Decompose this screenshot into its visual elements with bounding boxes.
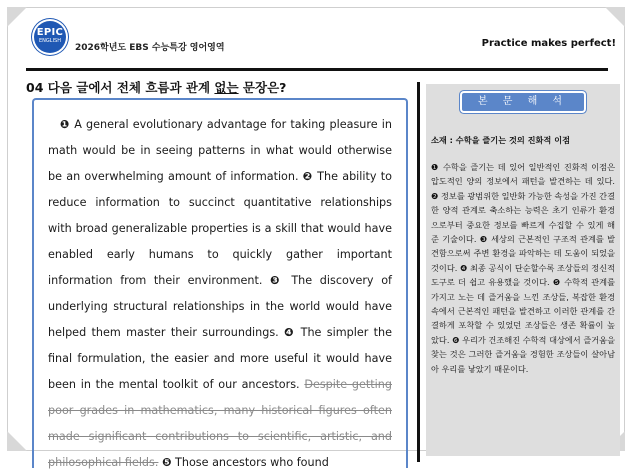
- logo-subtext: ENGLISH: [39, 38, 61, 44]
- corner-decoration: [7, 431, 27, 451]
- question-underlined-word: 없는: [214, 80, 239, 95]
- sentence-3: The discovery of underlying structural relationships in the world would have helped them master their surroundings.: [48, 274, 392, 339]
- page-header: [8, 8, 624, 68]
- logo-text: EPIC: [36, 27, 64, 38]
- header-divider: [26, 68, 608, 71]
- explanation-title: 본 문 해 석: [462, 93, 584, 111]
- sentence-2: The ability to reduce information to succinct quantitative relationships with broad generalizable properties is a skill that would have enabled early humans to quickly gather important information from their environment.: [48, 170, 392, 287]
- column-divider: [417, 82, 420, 462]
- header-motto: Practice makes perfect!: [481, 38, 616, 49]
- question-title: [26, 78, 286, 96]
- explanation-sentence: 최종 공식이 단순할수록 조상들의 정신적 도구로 더 쉽고 유용했을 것이다.: [431, 262, 616, 288]
- sentence-5: Those ancestors who found: [171, 456, 329, 469]
- sentence-number: ❹: [284, 326, 296, 339]
- header-title: 2026학년도 EBS 수능특강 영어영역: [75, 43, 225, 53]
- passage-text: [48, 112, 392, 476]
- sentence-number: ❶: [60, 118, 71, 131]
- explanation-sentence: 수학을 즐기는 데 있어 일반적인 진화적 이점은 압도적인 양의 정보에서 패턴을 발견하는 데 있다.: [431, 162, 616, 187]
- explanation-number: ❹: [459, 262, 468, 273]
- explanation-sentence: 정보를 광범위한 일반화 가능한 속성을 가진 간결한 양적 관계로 축소하는 능력은 초기 인류가 환경으로부터 중요한 정보를 빠르게 수집할 수 있게 해준 기술이다.: [431, 190, 615, 245]
- passage-box: [32, 98, 408, 468]
- page-frame: [7, 7, 625, 469]
- sentence-4: The simpler the final formulation, the easier and more useful it would have been in the mental toolkit of our ancestors.: [48, 326, 392, 391]
- explanation-panel: [426, 84, 620, 456]
- explanation-sentence: 우리가 건조해진 수학적 대상에서 즐거움을 찾는 것은 그러한 즐거움을 경험한 조상들이 살아남아 우리를 낳았기 때문이다.: [431, 334, 615, 374]
- epic-english-logo: [34, 21, 66, 53]
- explanation-sentence: 세상의 근본적인 구조적 관계를 발견함으로써 주변 환경을 파악하는 데 도움이 되었을 것이다.: [431, 234, 616, 273]
- explanation-subject: 소재 : 수학을 즐기는 것의 진화적 이점: [431, 135, 571, 145]
- explanation-number: ❶: [431, 162, 440, 172]
- explanation-number: ❻: [452, 334, 460, 345]
- sentence-number: ❸: [270, 274, 284, 287]
- explanation-sentence: 수학적 관계를 가지고 노는 데 즐거움을 느낀 조상들, 복잡한 환경 속에서 근본적인 패턴을 발견하고 이러한 관계를 간결하게 포착할 수 있었던 조상들은 생존 확률이 높았다.: [431, 277, 615, 345]
- sentence-1: A general evolutionary advantage for taking pleasure in math would be in seeing patterns in what would otherwise be an overwhelming amount of information.: [48, 118, 392, 183]
- explanation-number: ❺: [552, 277, 561, 288]
- explanation-number: ❷: [431, 190, 439, 201]
- sentence-number: ❷: [302, 170, 313, 183]
- explanation-text: [431, 160, 615, 376]
- question-suffix: 문장은?: [238, 80, 287, 95]
- struck-sentence: Despite getting poor grades in mathematics, many historical figures often made significant contributions to scientific, artistic, and philosophical fields.: [48, 378, 392, 469]
- sentence-number: ❺: [162, 456, 172, 469]
- question-prefix: 04 다음 글에서 전체 흐름과 관계: [26, 80, 215, 95]
- explanation-number: ❸: [479, 234, 488, 245]
